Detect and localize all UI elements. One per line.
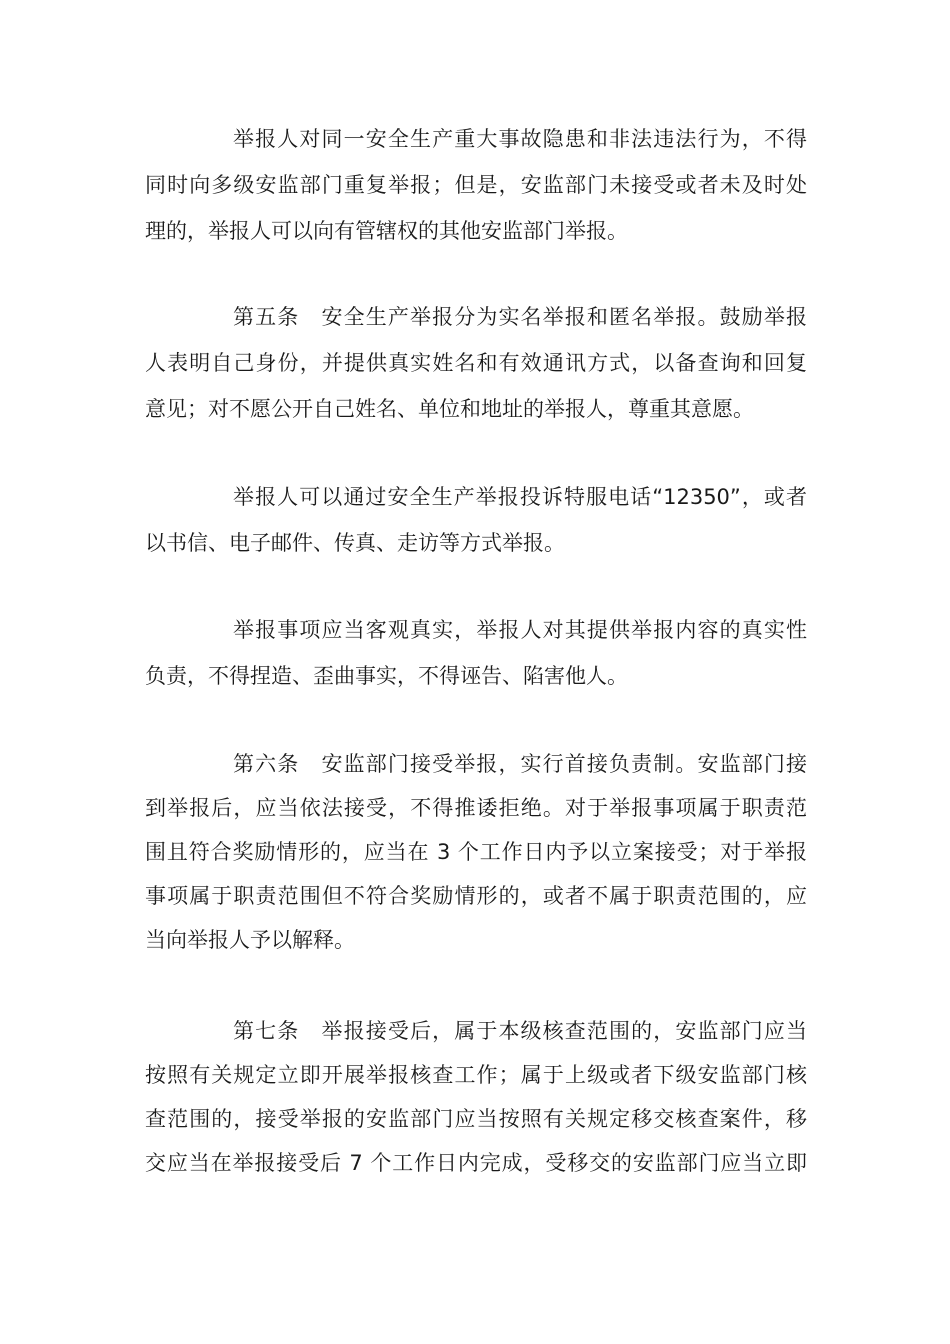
paragraph-line: 同时向多级安监部门重复举报；但是，安监部门未接受或者未及时处 [145, 173, 807, 197]
paragraph-line: 事项属于职责范围但不符合奖励情形的，或者不属于职责范围的，应 [145, 884, 807, 908]
paragraph-line: 第六条 安监部门接受举报，实行首接负责制。安监部门接 [233, 752, 807, 776]
paragraph-line: 举报事项应当客观真实，举报人对其提供举报内容的真实性 [233, 618, 807, 642]
paragraph-line: 交应当在举报接受后 7 个工作日内完成，受移交的安监部门应当立即 [145, 1151, 807, 1175]
paragraph-line: 以书信、电子邮件、传真、走访等方式举报。 [145, 531, 565, 555]
paragraph-line: 第五条 安全生产举报分为实名举报和匿名举报。鼓励举报 [233, 305, 807, 329]
paragraph-line: 举报人可以通过安全生产举报投诉特服电话“12350”，或者 [233, 485, 807, 509]
paragraph-line: 到举报后，应当依法接受，不得推诿拒绝。对于举报事项属于职责范 [145, 796, 807, 820]
paragraph-line: 第七条 举报接受后，属于本级核查范围的，安监部门应当 [233, 1019, 807, 1043]
paragraph-line: 查范围的，接受举报的安监部门应当按照有关规定移交核查案件，移 [145, 1107, 807, 1131]
paragraph-line: 举报人对同一安全生产重大事故隐患和非法违法行为，不得 [233, 127, 807, 151]
paragraph-line: 负责，不得捏造、歪曲事实，不得诬告、陷害他人。 [145, 664, 628, 688]
paragraph-line: 人表明自己身份，并提供真实姓名和有效通讯方式，以备查询和回复 [145, 351, 807, 375]
paragraph-line: 当向举报人予以解释。 [145, 928, 355, 952]
paragraph-line: 意见；对不愿公开自己姓名、单位和地址的举报人，尊重其意愿。 [145, 397, 754, 421]
paragraph-line: 按照有关规定立即开展举报核查工作；属于上级或者下级安监部门核 [145, 1063, 807, 1087]
paragraph-line: 围且符合奖励情形的，应当在 3 个工作日内予以立案接受；对于举报 [145, 840, 807, 864]
paragraph-line: 理的，举报人可以向有管辖权的其他安监部门举报。 [145, 219, 628, 243]
